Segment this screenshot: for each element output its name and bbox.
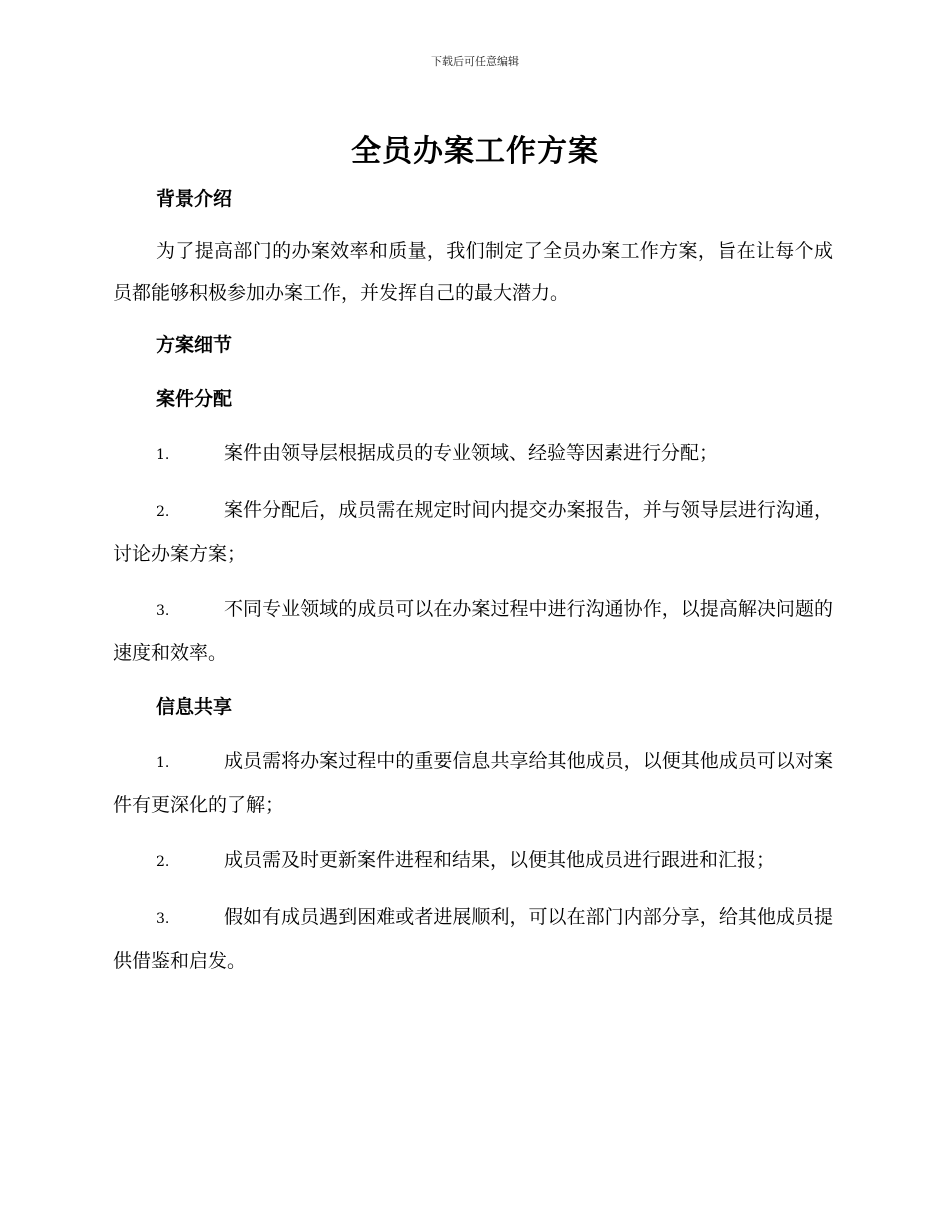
list-item-text: 不同专业领域的成员可以在办案过程中进行沟通协作，以提高解决问题的速度和效率。 (113, 598, 833, 664)
list-item (113, 432, 833, 476)
list-item-number: 3. (156, 603, 170, 619)
list-item (113, 896, 833, 982)
list-item-number: 3. (156, 911, 170, 927)
list-item-text: 成员需将办案过程中的重要信息共享给其他成员，以便其他成员可以对案件有更深化的了解； (113, 750, 833, 816)
list-item-number: 1. (156, 447, 170, 463)
list-item (113, 740, 833, 826)
list-item-number: 2. (156, 854, 170, 870)
list-item-number: 1. (156, 755, 170, 771)
section-heading-background: 背景介绍 (156, 188, 233, 210)
section-heading-case-allocation: 案件分配 (156, 388, 233, 410)
list-item-text: 案件分配后，成员需在规定时间内提交办案报告，并与领导层进行沟通，讨论办案方案； (113, 499, 833, 565)
list-item-text: 案件由领导层根据成员的专业领域、经验等因素进行分配； (224, 442, 719, 464)
section-heading-details: 方案细节 (156, 334, 233, 356)
list-item-text: 假如有成员遇到困难或者进展顺利，可以在部门内部分享，给其他成员提供借鉴和启发。 (113, 906, 833, 972)
list-item-text: 成员需及时更新案件进程和结果，以便其他成员进行跟进和汇报； (224, 849, 776, 871)
document-title: 全员办案工作方案 (351, 134, 599, 169)
list-item (113, 588, 833, 674)
document-body (113, 178, 833, 982)
list-item-number: 2. (156, 504, 170, 520)
list-item (113, 489, 833, 575)
background-paragraph: 为了提高部门的办案效率和质量，我们制定了全员办案工作方案，旨在让每个成员都能够积极参加办案工作，并发挥自己的最大潜力。 (113, 240, 833, 304)
header-note: 下载后可任意编辑 (431, 55, 519, 68)
section-heading-info-sharing: 信息共享 (156, 696, 233, 718)
list-item (113, 839, 833, 883)
